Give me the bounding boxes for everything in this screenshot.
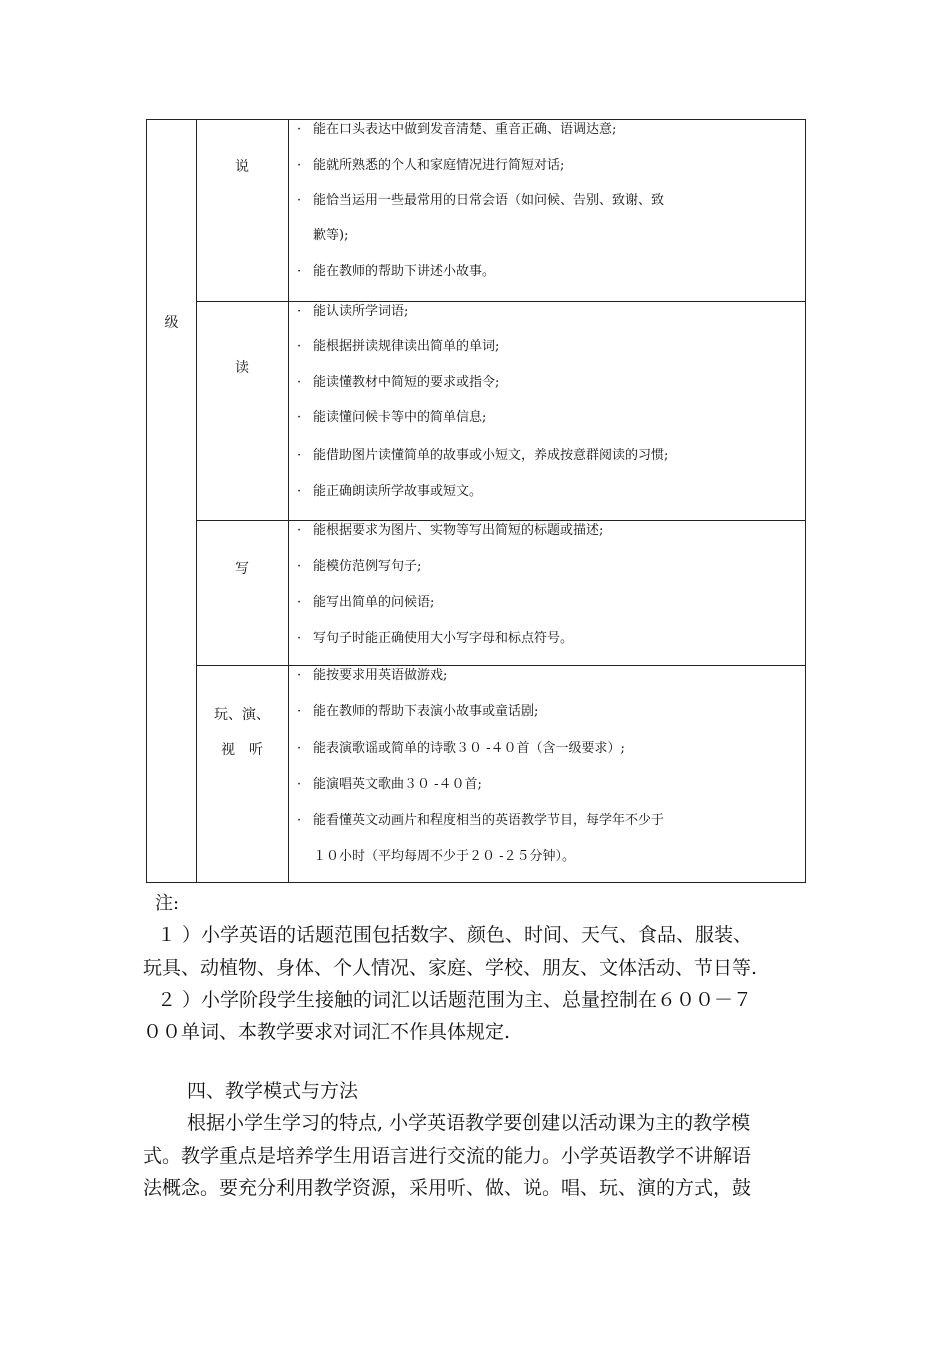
bullet-icon: · — [297, 595, 302, 610]
bullet-icon: · — [297, 304, 302, 319]
bullet-icon: · — [297, 813, 302, 828]
list-item: · 能根据拼读规律读出简单的单词; — [297, 339, 500, 354]
note-line: １ ）小学英语的话题范围包括数字、颜色、时间、天气、食品、服装、 — [157, 924, 753, 946]
bullet-icon: · — [297, 523, 302, 538]
list-item: · 能读懂问候卡等中的简单信息; — [297, 410, 487, 425]
bullet-icon: · — [297, 264, 302, 279]
list-item: · 写句子时能正确使用大小写字母和标点符号。 — [297, 631, 574, 646]
list-item: · 能就所熟悉的个人和家庭情况进行简短对话; — [297, 158, 565, 173]
list-item: · 能演唱英文歌曲３０ -４０首; — [297, 777, 482, 792]
bullet-icon: · — [297, 158, 302, 173]
bullet-icon: · — [297, 339, 302, 354]
bullet-icon: · — [297, 777, 302, 792]
list-item: · 能表演歌谣或简单的诗歌３０ -４０首（含一级要求）; — [297, 741, 625, 756]
list-item: · 能读懂教材中简短的要求或指令; — [297, 375, 500, 390]
list-item: · 能正确朗读所学故事或短文。 — [297, 484, 483, 499]
note-line: ２ ）小学阶段学生接触的词汇以话题范围为主、总量控制在６００－７ — [157, 989, 753, 1011]
bullet-icon: · — [297, 631, 302, 646]
list-item: · 能写出简单的问候语; — [297, 595, 435, 610]
paragraph-line: 法概念。要充分利用教学资源，采用听、做、说。唱、玩、演的方式，鼓 — [143, 1177, 752, 1199]
bullet-icon: · — [297, 484, 302, 499]
bullet-icon: · — [297, 375, 302, 390]
list-item: · 能认读所学词语; — [297, 304, 409, 319]
section-label-speak: 说 — [235, 159, 249, 175]
list-item: · 能按要求用英语做游戏; — [297, 668, 448, 683]
list-item: · 能在口头表达中做到发音清楚、重音正确、语调达意; — [297, 122, 617, 137]
list-item: · 能模仿范例写句子; — [297, 559, 422, 574]
section-label-view-listen: 视 听 — [221, 742, 263, 758]
list-item: · 能在教师的帮助下表演小故事或童话剧; — [297, 704, 539, 719]
section-heading: 四、教学模式与方法 — [187, 1080, 359, 1102]
list-item-continuation: １０小时（平均每周不少于２０ -２５分钟）。 — [313, 849, 576, 864]
table-divider-vertical — [196, 120, 197, 882]
list-item: · 能看懂英文动画片和程度相当的英语教学节目，每学年不少于 — [297, 813, 665, 828]
requirements-table — [146, 119, 806, 883]
section-label-write: 写 — [235, 561, 249, 577]
bullet-icon: · — [297, 704, 302, 719]
level-label: 级 — [164, 315, 179, 331]
bullet-icon: · — [297, 741, 302, 756]
bullet-icon: · — [297, 410, 302, 425]
table-divider-horizontal — [196, 520, 805, 521]
list-item: · 能根据要求为图片、实物等写出简短的标题或描述; — [297, 523, 604, 538]
paragraph-line: 根据小学生学习的特点, 小学英语教学要创建以活动课为主的教学模 — [187, 1112, 751, 1134]
table-divider-horizontal — [196, 301, 805, 302]
bullet-icon: · — [297, 193, 302, 208]
bullet-icon: · — [297, 559, 302, 574]
section-label-play: 玩、演、 — [214, 707, 270, 723]
bullet-icon: · — [297, 448, 302, 463]
note-line: 玩具、动植物、身体、个人情况、家庭、学校、朋友、文体活动、节日等. — [143, 957, 758, 979]
list-item: · 能借助图片读懂简单的故事或小短文，养成按意群阅读的习惯; — [297, 448, 669, 463]
bullet-icon: · — [297, 668, 302, 683]
notes-heading: 注: — [155, 893, 180, 914]
section-label-read: 读 — [235, 360, 249, 376]
note-line: ００单词、本教学要求对词汇不作具体规定. — [143, 1021, 511, 1043]
table-divider-vertical — [288, 120, 289, 882]
list-item: · 能在教师的帮助下讲述小故事。 — [297, 264, 496, 279]
list-item-continuation: 歉等); — [313, 228, 349, 243]
table-divider-horizontal — [196, 665, 805, 666]
paragraph-line: 式。教学重点是培养学生用语言进行交流的能力。小学英语教学不讲解语 — [143, 1145, 752, 1167]
list-item: · 能恰当运用一些最常用的日常会语（如问候、告别、致谢、致 — [297, 193, 665, 208]
bullet-icon: · — [297, 122, 302, 137]
